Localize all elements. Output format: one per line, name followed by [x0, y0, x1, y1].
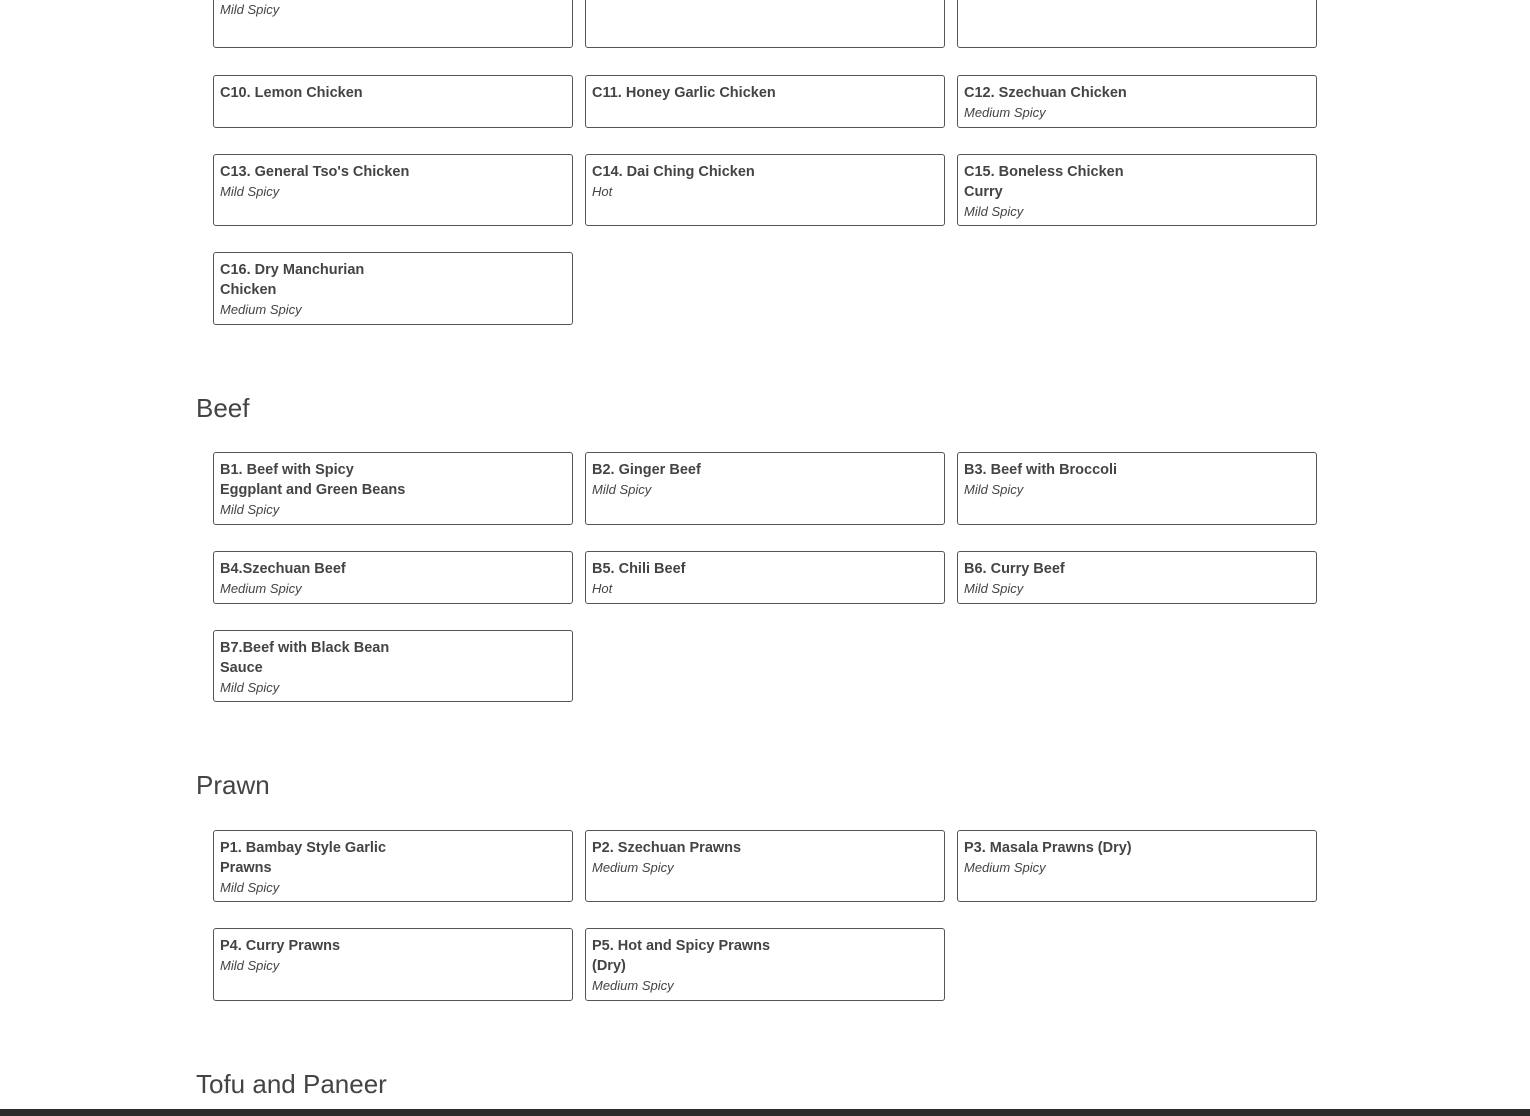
- menu-item-name: C14. Dai Ching Chicken: [592, 164, 755, 180]
- section-title-beef: Beef: [196, 393, 250, 423]
- menu-item-card[interactable]: [585, 928, 945, 1001]
- spice-level: Medium Spicy: [592, 860, 674, 875]
- section-title-prawn: Prawn: [196, 770, 270, 800]
- spice-level: Mild Spicy: [220, 958, 280, 973]
- section-title-tofu: Tofu and Paneer: [196, 1069, 387, 1099]
- menu-item-name: C12. Szechuan Chicken: [964, 85, 1127, 101]
- beef-row: [213, 452, 1317, 525]
- menu-item-card[interactable]: [213, 928, 573, 1001]
- bottom-bar: [0, 1109, 1530, 1116]
- menu-item-name: P2. Szechuan Prawns: [592, 840, 742, 856]
- spice-level: Medium Spicy: [964, 860, 1046, 875]
- spice-level: Mild Spicy: [592, 482, 652, 497]
- spice-level: Mild Spicy: [220, 680, 280, 695]
- menu-item-name: B6. Curry Beef: [964, 561, 1065, 577]
- menu-item-name: B3. Beef with Broccoli: [964, 462, 1118, 478]
- menu-item-name: B1. Beef with Spicy Eggplant and Green Beans: [220, 462, 406, 498]
- menu-item-card[interactable]: [213, 630, 573, 702]
- prawn-row: [213, 830, 1317, 902]
- spice-level: Mild Spicy: [220, 184, 280, 199]
- menu-item-name: P3. Masala Prawns (Dry): [964, 840, 1132, 856]
- menu-item-name: P5. Hot and Spicy Prawns (Dry): [592, 938, 771, 974]
- spice-level: Mild Spicy: [964, 204, 1024, 219]
- menu-item-card[interactable]: [585, 75, 945, 128]
- spice-level: Hot: [592, 184, 613, 199]
- menu-item-card[interactable]: [213, 75, 573, 128]
- menu-item-card[interactable]: [957, 154, 1317, 226]
- menu-item-card[interactable]: [957, 551, 1317, 604]
- menu-item-card[interactable]: [957, 75, 1317, 128]
- spice-level: Medium Spicy: [220, 302, 302, 317]
- menu-item-name: B7.Beef with Black Bean Sauce: [220, 640, 390, 676]
- menu-item-name: C11. Honey Garlic Chicken: [592, 85, 776, 101]
- menu-item-card[interactable]: [585, 452, 945, 525]
- menu-item-card[interactable]: [213, 0, 573, 48]
- spice-level: Mild Spicy: [220, 502, 280, 517]
- menu-item-name: P4. Curry Prawns: [220, 938, 341, 954]
- menu-item-name: P1. Bambay Style Garlic Prawns: [220, 840, 387, 876]
- menu-item-name: C13. General Tso's Chicken: [220, 164, 410, 180]
- spice-level: Medium Spicy: [592, 978, 674, 993]
- spice-level: Mild Spicy: [220, 880, 280, 895]
- chicken-row: [213, 154, 1317, 226]
- menu-item-name: B5. Chili Beef: [592, 561, 686, 577]
- menu-item-name: C15. Boneless Chicken Curry: [964, 164, 1124, 200]
- spice-level: Mild Spicy: [964, 581, 1024, 596]
- spice-level: Hot: [592, 581, 613, 596]
- menu-item-card[interactable]: [213, 252, 573, 325]
- beef-row: [213, 630, 1317, 702]
- menu-item-name: B2. Ginger Beef: [592, 462, 701, 478]
- menu-item-card[interactable]: [585, 551, 945, 604]
- menu-item-card[interactable]: [957, 0, 1317, 48]
- chicken-row: [213, 252, 1317, 325]
- menu-item-card[interactable]: [213, 452, 573, 525]
- menu-item-card[interactable]: [957, 830, 1317, 902]
- menu-item-card[interactable]: [213, 154, 573, 226]
- chicken-row: [213, 75, 1317, 128]
- menu-item-card[interactable]: [585, 154, 945, 226]
- menu-item-card[interactable]: [213, 830, 573, 902]
- menu-item-name: C10. Lemon Chicken: [220, 85, 363, 101]
- spice-level: Medium Spicy: [964, 105, 1046, 120]
- chicken-top-row: [213, 0, 1317, 48]
- menu-item-card[interactable]: [585, 830, 945, 902]
- spice-level: Mild Spicy: [220, 2, 280, 17]
- beef-row: [213, 551, 1317, 604]
- spice-level: Medium Spicy: [220, 581, 302, 596]
- menu-item-card[interactable]: [957, 452, 1317, 525]
- spice-level: Mild Spicy: [964, 482, 1024, 497]
- prawn-row: [213, 928, 1317, 1001]
- menu-item-card[interactable]: [585, 0, 945, 48]
- menu-item-name: B4.Szechuan Beef: [220, 561, 346, 577]
- menu-item-name: C16. Dry Manchurian Chicken: [220, 262, 365, 298]
- menu-item-card[interactable]: [213, 551, 573, 604]
